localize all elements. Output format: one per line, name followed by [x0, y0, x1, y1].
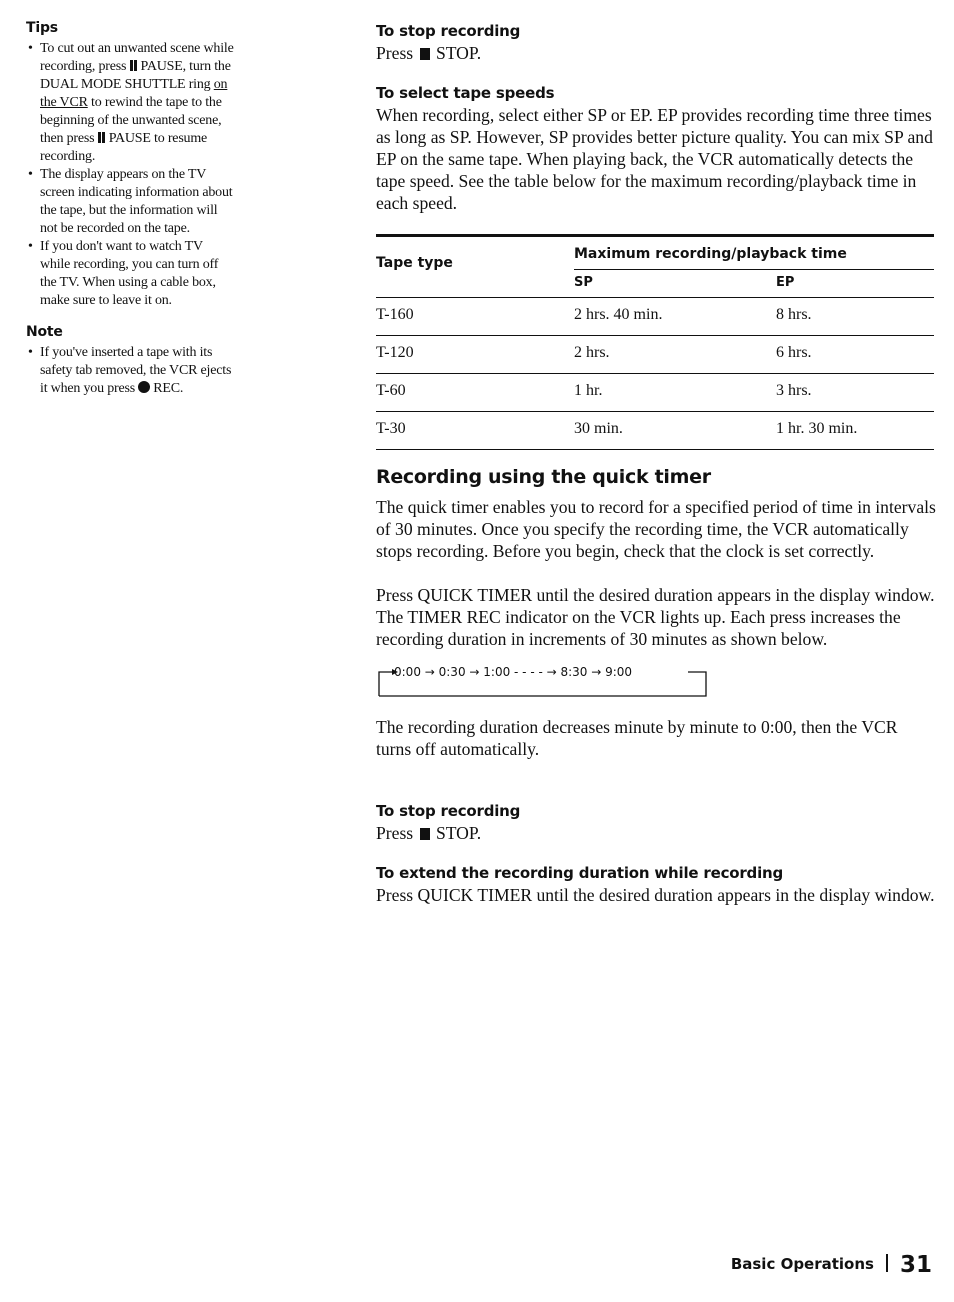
record-dot-icon [138, 381, 150, 393]
tips-list [26, 40, 236, 310]
cell-ep: 1 hr. 30 min. [776, 420, 858, 437]
tip-text: to rewind the tape to the beginning of the unwanted scene, then press [40, 95, 222, 146]
cell-sp: 2 hrs. [574, 344, 610, 361]
quick-timer-intro: The quick timer enables you to record for a specified period of time in intervals of 30 minutes. Once you specify the recording time, the VCR automatically stops recording. Before you begin, check that the clock is set correctly. [376, 497, 936, 561]
header-divider [574, 269, 934, 270]
tip-text: PAUSE, turn the DUAL MODE SHUTTLE ring [40, 59, 231, 92]
cell-sp: 1 hr. [574, 382, 603, 399]
note-text: REC. [153, 381, 184, 396]
table-row [376, 412, 934, 450]
cell-type: T-30 [376, 420, 406, 437]
note-list [26, 344, 236, 398]
cell-sp: 30 min. [574, 420, 623, 437]
table-row [376, 374, 934, 412]
stop-recording-text-2 [376, 822, 936, 844]
tip-text: To cut out an unwanted scene while recording, press [40, 41, 234, 74]
stop-icon [420, 828, 430, 840]
note-heading: Note [26, 324, 63, 340]
quick-timer-press: Press QUICK TIMER until the desired duration appears in the display window. The TIMER REC indicator on the VCR lights up. Each press increases the recording duration in increments of 30 minutes as shown below. [376, 585, 935, 649]
footer-section-name: Basic Operations [730, 1255, 874, 1273]
tip-underlined-text: on the VCR [40, 77, 228, 110]
pause-icon [98, 132, 105, 143]
stop-recording-heading: To stop recording [376, 22, 521, 40]
press-word: Press [376, 43, 414, 63]
tape-speeds-heading: To select tape speeds [376, 84, 555, 102]
note-text: If you've inserted a tape with its safety tab removed, the VCR ejects it when you press [40, 345, 232, 396]
cell-ep: 6 hrs. [776, 344, 812, 361]
page-number: 31 [899, 1252, 932, 1278]
extend-duration-text: Press QUICK TIMER until the desired duration appears in the display window. [376, 885, 935, 905]
press-word: Press [376, 823, 414, 843]
note-item [26, 344, 236, 398]
footer-divider [886, 1254, 888, 1272]
tip-item: • The display appears on the TV screen indicating information about the tape, but the information will not be recorded on the tape. [26, 166, 236, 238]
tape-speeds-text: When recording, select either SP or EP. EP provides recording time three times as long as SP. However, SP provides better picture quality. You can mix SP and EP on the same tape. When playing back, the VCR automatically detects the tape speed. See the table below for the maximum recording/playback time in each speed. [376, 105, 933, 213]
section-title: Recording using the quick timer [376, 466, 711, 488]
cell-type: T-120 [376, 344, 414, 361]
main-column [376, 20, 936, 214]
sidebar [26, 20, 236, 398]
tip-item: • If you don't want to watch TV while recording, you can turn off the TV. When using a cable box, make sure to leave it on. [26, 238, 236, 310]
timer-cycle-diagram [376, 662, 716, 702]
cell-type: T-160 [376, 306, 414, 323]
col-tape-type: Tape type [376, 255, 453, 271]
cell-ep: 8 hrs. [776, 306, 812, 323]
cell-ep: 3 hrs. [776, 382, 812, 399]
stop-icon [420, 48, 430, 60]
col-sp: SP [574, 275, 593, 290]
cell-type: T-60 [376, 382, 406, 399]
stop-word: STOP. [435, 43, 482, 63]
col-max-time: Maximum recording/playback time [574, 246, 847, 262]
pause-icon [130, 60, 137, 71]
table-row [376, 298, 934, 336]
tips-heading: Tips [26, 20, 58, 36]
stop-recording-text [376, 42, 936, 64]
tip-text: PAUSE to resume recording. [40, 131, 208, 164]
timer-sequence: 0:00 → 0:30 → 1:00 - - - - → 8:30 → 9:00 [394, 665, 633, 679]
stop-word: STOP. [435, 823, 482, 843]
duration-decrease-text: The recording duration decreases minute by minute to 0:00, then the VCR turns off automatically. [376, 717, 898, 759]
extend-duration-heading: To extend the recording duration while recording [376, 864, 784, 882]
stop-recording-heading-2: To stop recording [376, 802, 521, 820]
table-row [376, 336, 934, 374]
tip-item [26, 40, 236, 166]
tape-time-table [376, 234, 934, 450]
cell-sp: 2 hrs. 40 min. [574, 306, 663, 323]
table-header [376, 237, 934, 298]
col-ep: EP [776, 275, 795, 290]
quick-timer-section [376, 466, 936, 906]
page-footer [731, 1252, 932, 1278]
